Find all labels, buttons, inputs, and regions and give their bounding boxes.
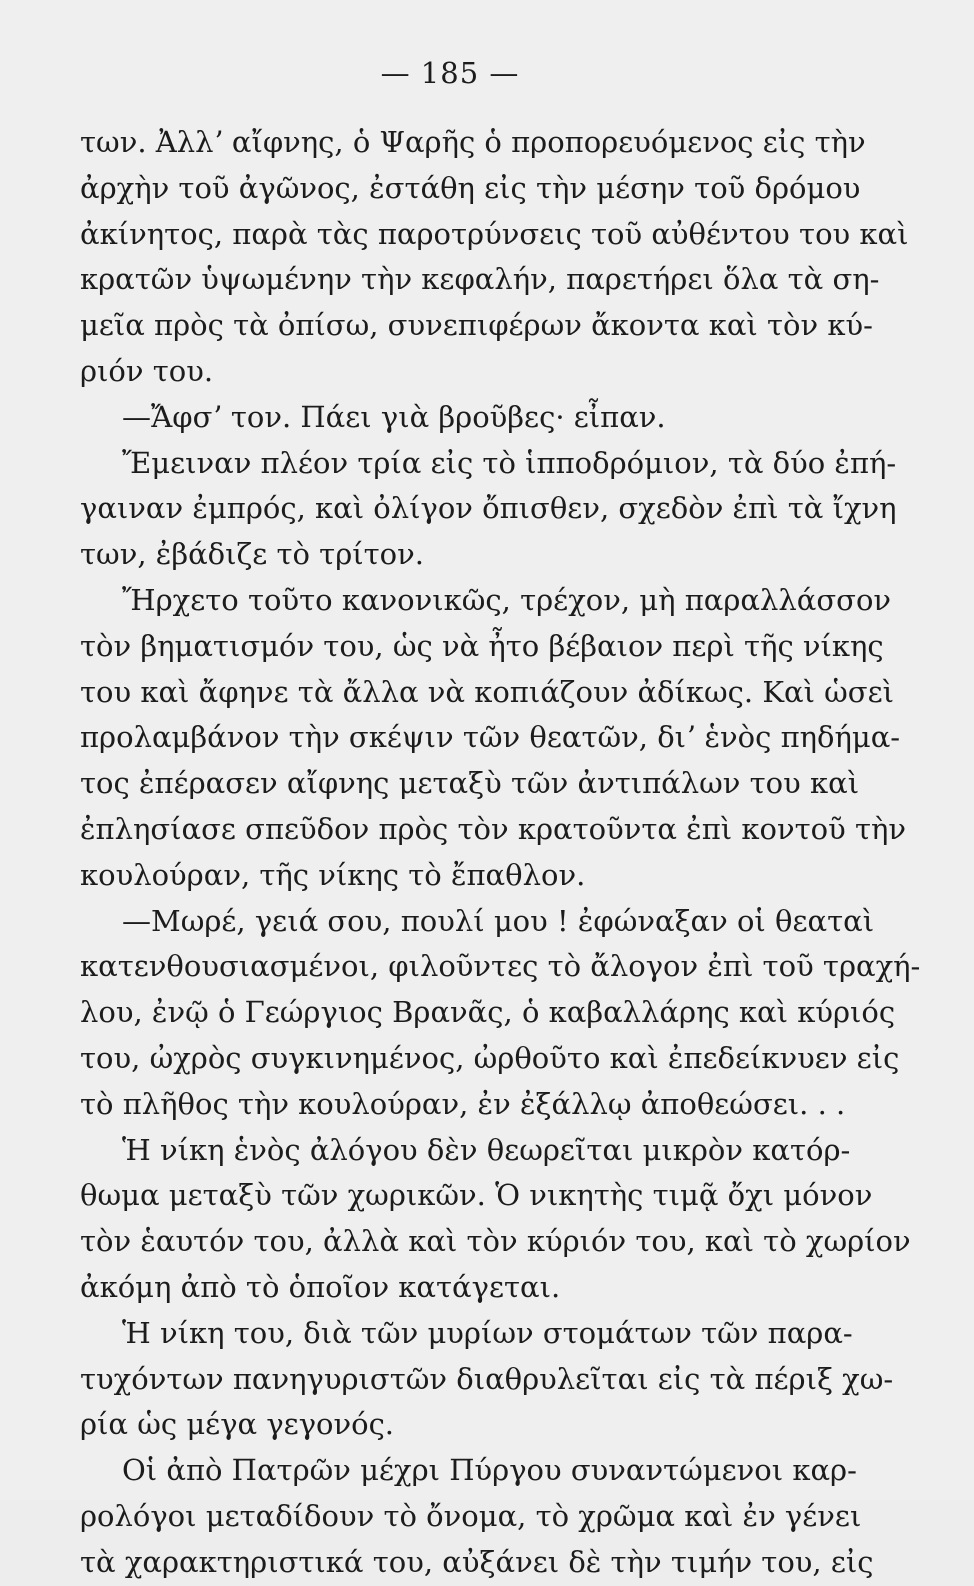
body-text [80,120,921,1586]
text-line: γαιναν ἐμπρός, καὶ ὀλίγον ὄπισθεν, σχεδὸν ἐπὶ τὰ ἴχνη [80,491,897,526]
text-line: Ἔμειναν πλέον τρία εἰς τὸ ἱπποδρόμιον, τὰ δύο ἐπή- [122,445,897,480]
text-line: τὰ χαρακτηριστικά του, αὐξάνει δὲ τὴν τιμήν του, εἰς [80,1544,874,1579]
page-number: — 185 — [380,56,520,90]
text-line: Ἤρχετο τοῦτο κανονικῶς, τρέχον, μὴ παραλλάσσον [122,582,892,617]
text-line: Οἱ ἀπὸ Πατρῶν μέχρι Πύργου συναντώμενοι καρ- [122,1453,857,1488]
text-line: τὸ πλῆθος τὴν κουλούραν, ἐν ἐξάλλῳ ἀποθεώσει. . . [80,1086,846,1121]
text-line: ρολόγοι μεταδίδουν τὸ ὄνομα, τὸ χρῶμα καὶ ἐν γένει [80,1498,862,1533]
text-line: τὸν ἑαυτόν του, ἀλλὰ καὶ τὸν κύριόν του, καὶ τὸ χωρίον [80,1224,911,1259]
text-line: μεῖα πρὸς τὰ ὀπίσω, συνεπιφέρων ἄκοντα καὶ τὸν κύ- [80,308,873,343]
text-line: ἐπλησίασε σπεῦδον πρὸς τὸν κρατοῦντα ἐπὶ κοντοῦ τὴν [80,811,907,846]
text-line: τυχόντων πανηγυριστῶν διαθρυλεῖται εἰς τὰ πέριξ χω- [80,1361,894,1396]
text-line: του, ὠχρὸς συγκινημένος, ὠρθοῦτο καὶ ἐπεδείκνυεν εἰς [80,1040,900,1075]
text-line: ἀρχὴν τοῦ ἀγῶνος, ἐστάθη εἰς τὴν μέσην τοῦ δρόμου [80,170,861,205]
text-line: κρατῶν ὑψωμένην τὴν κεφαλήν, παρετήρει ὅλα τὰ ση- [80,262,880,297]
text-line: προλαμβάνον τὴν σκέψιν τῶν θεατῶν, διʼ ἑνὸς πηδήμα- [80,720,901,755]
text-line: ριόν του. [80,353,214,388]
text-line: κουλούραν, τῆς νίκης τὸ ἔπαθλον. [80,857,586,892]
text-line: του καὶ ἄφηνε τὰ ἄλλα νὰ κοπιάζουν ἀδίκως. Καὶ ὡσεὶ [80,674,894,709]
text-line: ρία ὡς μέγα γεγονός. [80,1407,395,1442]
text-line: Ἡ νίκη ἑνὸς ἀλόγου δὲν θεωρεῖται μικρὸν κατόρ- [122,1132,851,1167]
text-line: λου, ἐνῷ ὁ Γεώργιος Βρανᾶς, ὁ καβαλλάρης καὶ κύριός [80,995,896,1030]
text-line: των, ἐβάδιζε τὸ τρίτον. [80,537,424,572]
text-line: θωμα μεταξὺ τῶν χωρικῶν. Ὁ νικητὴς τιμᾷ ὄχι μόνον [80,1178,873,1213]
text-line: ἀκόμη ἀπὸ τὸ ὁποῖον κατάγεται. [80,1269,561,1304]
text-line: Ἡ νίκη του, διὰ τῶν μυρίων στομάτων τῶν παρα- [122,1315,853,1350]
text-line: των. Ἀλλʼ αἴφνης, ὁ Ψαρῆς ὁ προπορευόμενος εἰς τὴν [80,125,866,159]
text-line: κατενθουσιασμένοι, φιλοῦντες τὸ ἄλογον ἐπὶ τοῦ τραχή- [80,949,921,984]
text-line: τος ἐπέρασεν αἴφνης μεταξὺ τῶν ἀντιπάλων του καὶ [80,766,860,801]
text-line: ἀκίνητος, παρὰ τὰς παροτρύνσεις τοῦ αὐθέντου του καὶ [80,216,909,251]
text-line: —Μωρέ, γειά σου, πουλί μου ! ἐφώναξαν οἱ θεαταὶ [122,903,875,938]
text-line: τὸν βηματισμόν του, ὡς νὰ ἦτο βέβαιον περὶ τῆς νίκης [80,628,884,663]
text-line: —Ἄφσʼ τον. Πάει γιὰ βροῦβες· εἶπαν. [122,399,666,434]
